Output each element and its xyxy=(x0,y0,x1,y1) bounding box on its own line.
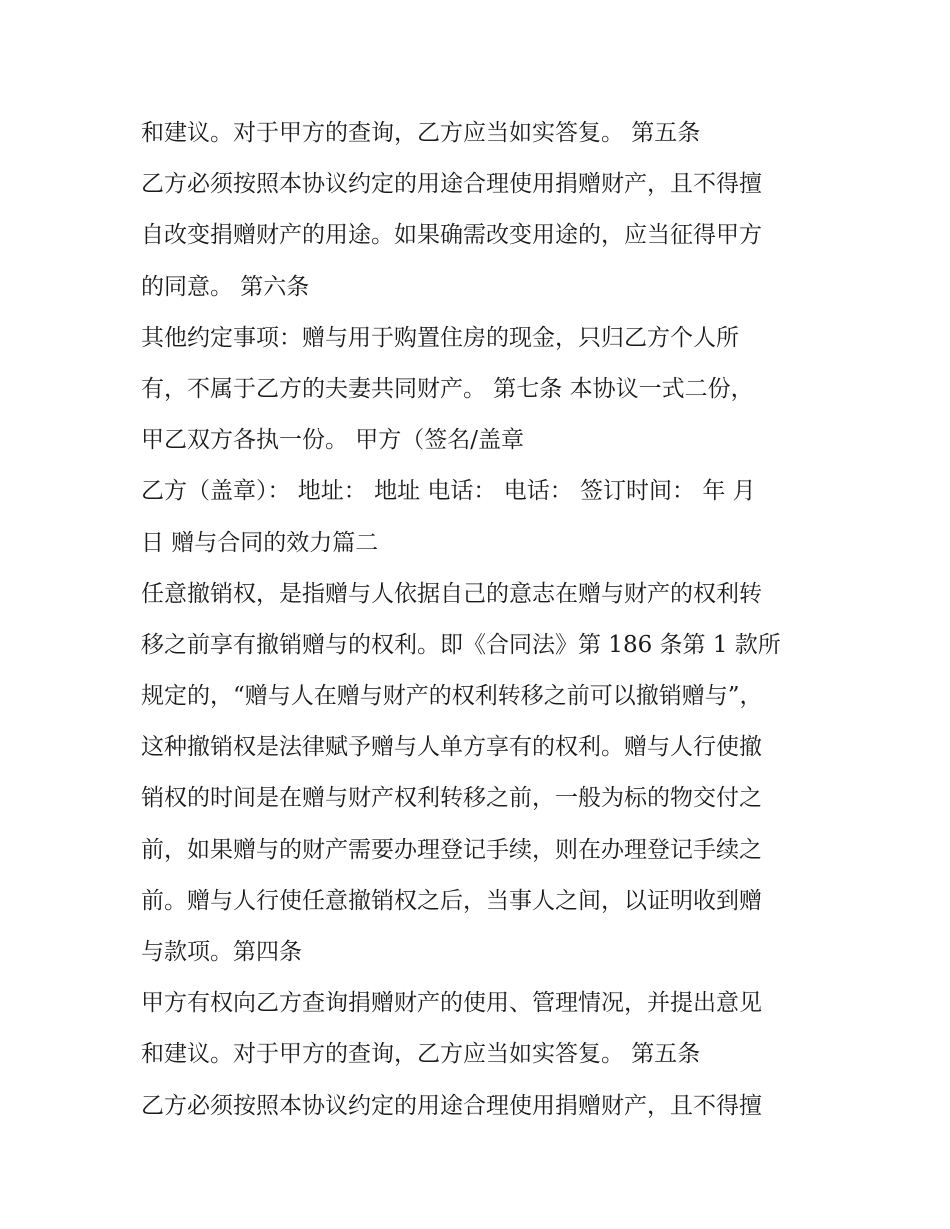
text-line: 日 赠与合同的效力篇二 xyxy=(141,529,379,556)
text-line: 甲方有权向乙方查询捐赠财产的使用、管理情况，并提出意见 xyxy=(141,990,762,1017)
text-line: 自改变捐赠财产的用途。如果确需改变用途的，应当征得甲方 xyxy=(141,222,762,249)
text-line: 乙方（盖章）： 地址： 地址 电话： 电话： 签订时间： 年 月 xyxy=(141,478,756,505)
text-line: 销权的时间是在赠与财产权利转移之前，一般为标的物交付之 xyxy=(141,785,762,812)
text-line: 其他约定事项：赠与用于购置住房的现金，只归乙方个人所 xyxy=(141,324,739,351)
text-line: 规定的，“赠与人在赠与财产的权利转移之前可以撤销赠与”， xyxy=(141,683,763,710)
text-line: 任意撤销权，是指赠与人依据自己的意志在赠与财产的权利转 xyxy=(141,580,762,607)
document-body xyxy=(141,108,821,1132)
text-line: 有，不属于乙方的夫妻共同财产。 第七条 本协议一式二份， xyxy=(141,375,754,402)
text-line: 的同意。 第六条 xyxy=(141,273,310,300)
text-line: 移之前享有撤销赠与的权利。即《合同法》第 186 条第 1 款所 xyxy=(141,631,781,658)
text-line: 前。赠与人行使任意撤销权之后，当事人之间，以证明收到赠 xyxy=(141,887,762,914)
text-line: 甲乙双方各执一份。 甲方（签名/盖章 xyxy=(141,427,525,454)
text-line: 乙方必须按照本协议约定的用途合理使用捐赠财产，且不得擅 xyxy=(141,171,762,198)
text-line: 乙方必须按照本协议约定的用途合理使用捐赠财产，且不得擅 xyxy=(141,1092,762,1119)
text-line: 和建议。对于甲方的查询，乙方应当如实答复。 第五条 xyxy=(141,1041,701,1068)
text-line: 这种撤销权是法律赋予赠与人单方享有的权利。赠与人行使撤 xyxy=(141,734,762,761)
text-line: 前，如果赠与的财产需要办理登记手续，则在办理登记手续之 xyxy=(141,836,762,863)
text-line: 和建议。对于甲方的查询，乙方应当如实答复。 第五条 xyxy=(141,120,701,146)
text-line: 与款项。第四条 xyxy=(141,939,302,965)
